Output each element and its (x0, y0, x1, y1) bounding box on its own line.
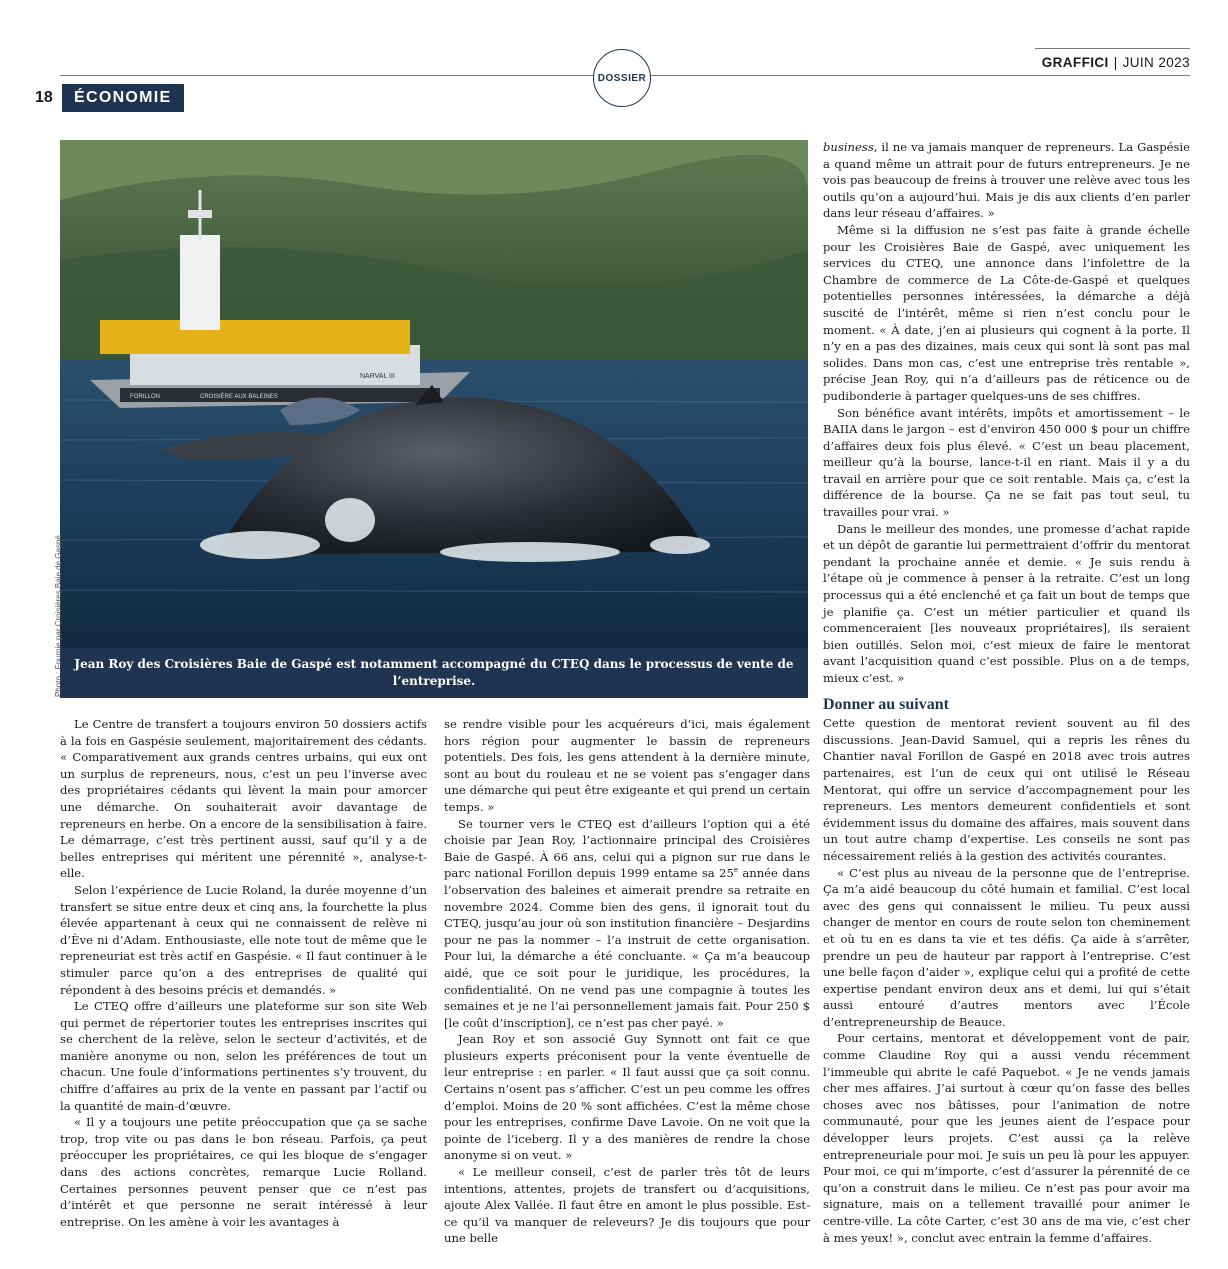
paragraph: Même si la diffusion ne s’est pas faite à grande échelle pour les Croisières Baie de Gaspé, avec uniquement les services du CTEQ, une annonce dans l’infolettre de la Chambre de commerce de La Côte-de-Gaspé et quelques potentielles personnes intéressées, la démarche a déjà suscité de l’intérêt, même si rien n’est conclu pour le moment. « À date, j’en ai plusieurs qui cognent à la porte. Il n’y en a pas des dizaines, mais ceux qui sont là sont pas mal solides. Dans mon cas, c’est une entreprise très rentable », précise Jean Roy, qui n’a d’ailleurs pas de réticence ou de pudibonderie à partager quelques-uns de ses chiffres. (823, 222, 1190, 403)
paragraph: Dans le meilleur des mondes, une promesse d’achat rapide et un dépôt de garantie lui permettraient d’offrir du mentorat pendant la prochaine année et demie. « Je suis rendu à l’étape où je commence à penser à la retraite. C’est un long processus qui a été enclenché et ça fait un bout de temps que je planifie ça. C’est un métier particulier et quand ils commenceraient [les nouveaux propriétaires], ils seraient bien outillés. Selon moi, c’est mieux de faire le mentorat avant l’acquisition quand c’est possible. Plus on a de temps, mieux c’est. » (823, 521, 1190, 685)
paragraph: « Il y a toujours une petite préoccupation que ça se sache trop, trop vite ou pas dans le bon réseau. Parfois, ça peut préoccuper les propriétaires, ce qui les bloque de s’engager dans des actions concrètes, remarque Lucie Rolland. Certaines personnes peuvent penser que ce n’est pas d’intérêt et que personne ne serait intéressé à leur entreprise. On les amène à voir les avantages à (60, 1115, 427, 1229)
paragraph: Le CTEQ offre d’ailleurs une plateforme sur son site Web qui permet de répertorier toutes les entreprises inscrites qui se cherchent de la relève, selon le secteur d’activités, et de manière anonyme ou non, selon les préférences de tout un chacun. Une foule d’informations pertinentes s’y trouvent, du chiffre d’affaires au prix de la vente en passant par l’actif ou la quantité de main-d’œuvre. (60, 999, 427, 1113)
paragraph-rest: année dans l’observation des baleines et aimerait prendre sa retraite en novembre 2024. Comme bien des gens, il ignorait tout du CTEQ, jusqu’au jour où son institution financière – Desjardins pour ne pas la nommer – l’a instruit de cette organisation. Pour lui, la démarche a été concluante. « Ça m’a beaucoup aidé, que ce soit pour le juridique, les procédures, la confidentialité. On ne vend pas une compagnie à toutes les semaines et je ne l’ai personnellement jamais fait. Pour 250 $ [le coût d’inscription], ce n’est pas cher payé. » (444, 866, 810, 1030)
paragraph: « C’est plus au niveau de la personne que de l’entreprise. Ça m’a aidé beaucoup du côté humain et familial. C’est local avec des gens qui connaissent le milieu. Tu peux aussi changer de mentor en cours de route selon ton cheminement et où tu en es dans ta vie et tes défis. Ça aide à s’arrêter, prendre un peu de hauteur par rapport à l’entreprise. C’est une belle façon d’aider », explique celui qui a profité de cette expertise pendant environ deux ans et demi, lui qui s’était aussi entouré d’autres mentors avec l’École d’entrepreneurship de Beauce. (823, 865, 1190, 1029)
masthead (1042, 55, 1190, 70)
emphasis: business (823, 140, 874, 154)
page-number: 18 (35, 89, 53, 106)
paragraph: Son bénéfice avant intérêts, impôts et amortissement – le BAIIA dans le jargon – est d’environ 450 000 $ pour un chiffre d’affaires deux fois plus élevé. « C’est un beau placement, meilleur qu’à la bourse, lance-t-il en riant. Mais il y a du travail en arrière pour que ce soit rentable. Mais ça, c’est la différence de la bourse. Ça ne se fait pas tout seul, tu travailles pour vrai. » (823, 405, 1190, 520)
paragraph (823, 139, 1190, 222)
publication-name: GRAFFICI (1041, 55, 1109, 70)
paragraph-rest: , il ne va jamais manquer de repreneurs. La Gaspésie a quand même un attrait pour de futurs entrepreneurs. Je ne vois pas beaucoup de freins à trouver une relève avec tous les outils qu’on a aujourd’hui. Mais je dis aux clients d’en parler dans leur réseau d’affaires. » (823, 140, 1190, 221)
article-column-2 (444, 716, 810, 1247)
article-column-3 (823, 139, 1190, 1246)
paragraph: Le Centre de transfert a toujours environ 50 dossiers actifs à la fois en Gaspésie seulement, majoritairement des cédants. « Comparativement aux grands centres urbains, qui eux ont un surplus de repreneurs, nous, c’est un peu l’inverse avec des propriétaires cédants qui lèvent la main pour amorcer une démarche. On souhaiterait avoir davantage de repreneurs en herbe. On a encore de la sensibilisation à faire. Le démarrage, c’est très pertinent aussi, sauf qu’il y a de belles entreprises qui méritent une pérennité », analyse-t-elle. (60, 717, 427, 881)
paragraph-start: Se tourner vers le CTEQ est d’ailleurs l’option qui a été choisie par Jean Roy, l’actionnaire principal des Croisières Baie de Gaspé. À 66 ans, celui qui a pignon sur rue dans le parc national Forillon depuis 1999 entame sa 25 (444, 816, 810, 881)
whale-watching-photo (60, 140, 808, 648)
ordinal-suffix: e (733, 866, 738, 875)
section-tag: ÉCONOMIE (62, 84, 184, 112)
boat-hull-right-text: CROISIÈRE AUX BALEINES (200, 394, 278, 400)
paragraph: se rendre visible pour les acquéreurs d’ici, mais également hors région pour augmenter le bassin de repreneurs potentiels. Des fois, les gens attendent à la dernière minute, sont au bout du rouleau et ne se voient pas s’engager dans une démarche qui peut être exigeante et qui prend un certain temps. » (444, 717, 810, 814)
subheading: Donner au suivant (823, 695, 949, 713)
boat-name-text: NARVAL III (360, 373, 395, 380)
masthead-separator: | (1113, 55, 1118, 70)
boat-hull-left-text: FORILLON (130, 394, 161, 400)
dossier-label: DOSSIER (597, 72, 647, 84)
paragraph (444, 816, 810, 1032)
photo-caption: Jean Roy des Croisières Baie de Gaspé est notamment accompagné du CTEQ dans le processus de vente de l’entreprise. (60, 648, 808, 698)
paragraph: Cette question de mentorat revient souvent au fil des discussions. Jean-David Samuel, qui a repris les rênes du Chantier naval Forillon de Gaspé en 2018 avec trois autres partenaires, est l’un de ceux qui ont utilisé le Réseau Mentorat, qui offre un service d’accompagnement pour les repreneurs. Les mentors demeurent confidentiels et sont évidemment issus du domaine des affaires, mais souvent dans un tout autre champ d’expertise. Les conseils ne sont pas nécessairement reliés à la gestion des activités courantes. (823, 716, 1190, 863)
issue-date: JUIN 2023 (1122, 55, 1190, 70)
paragraph: Pour certains, mentorat et développement vont de pair, comme Claudine Roy qui a aussi vendu récemment l’immeuble qui abrite le café Paquebot. « Je ne vends jamais cher mes affaires. J’ai surtout à cœur qu’on fasse des belles choses avec nos bâtisses, pour l’animation de notre communauté, pour que les jeunes aient de l’espace pour développer leurs projets. C’est aussi ça la relève entrepreneuriale pour moi. Je suis un peu là pour les appuyer. Pour moi, ce qui m’importe, c’est d’assurer la pérennité de ce qu’on a construit dans le milieu. Ce n’est pas pour avoir ma signature, mais on a tellement travaillé pour animer le centre-ville. La côte Carter, c’est 30 ans de ma vie, c’est cher à mes yeux! », conclut avec entrain la femme d’affaires. (823, 1031, 1190, 1245)
dossier-badge (593, 49, 651, 107)
paragraph: Jean Roy et son associé Guy Synnott ont fait ce que plusieurs experts préconisent pour la vente éventuelle de leur entreprise : en parler. « Il faut aussi que ça soit connu. Certains n’osent pas s’afficher. C’est un peu comme les offres d’emploi. Moins de 20 % sont affichées. C’est la même chose pour les entreprises, confirme Dave Lavoie. On ne voit que la pointe de l’iceberg. Il y a des manières de rendre la chose anonyme si on veut. » (444, 1032, 810, 1163)
article-column-1 (60, 716, 427, 1230)
paragraph: « Le meilleur conseil, c’est de parler très tôt de leurs intentions, attentes, projets de transfert ou d’acquisitions, ajoute Alex Vallée. Il faut être en amont le plus possible. Est-ce qu’il va manquer de releveurs? Je dis toujours que pour une belle (444, 1165, 810, 1246)
paragraph: Selon l’expérience de Lucie Roland, la durée moyenne d’un transfert se situe entre deux et cinq ans, la fourchette la plus élevée appartenant à ceux qui ne connaissent de relève ni d’Ève ni d’Adam. Enthousiaste, elle note tout de même que le repreneuriat est très actif en Gaspésie. « Il faut continuer à le stimuler parce qu’on a des entreprises de qualité qui répondent à des besoins précis et demandés. » (60, 882, 427, 997)
photo-credit: Photo : Fournie par Croisières Baie de Gaspé (54, 535, 63, 697)
masthead-rule (1035, 48, 1190, 49)
